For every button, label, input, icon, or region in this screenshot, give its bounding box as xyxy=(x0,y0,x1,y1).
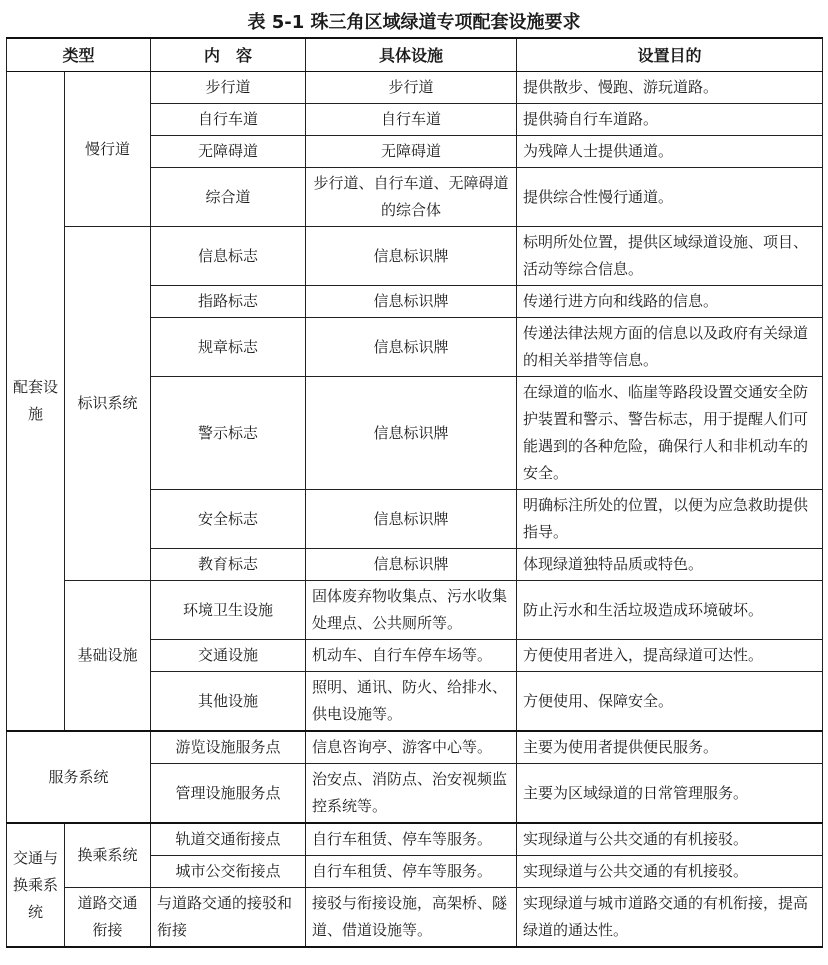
cell-purpose: 为残障人士提供通道。 xyxy=(517,136,823,168)
cell-purpose: 提供散步、慢跑、游玩道路。 xyxy=(517,72,823,104)
group-jiaotong: 交通与换乘系统 xyxy=(7,823,65,947)
table-row xyxy=(7,227,823,286)
cell-facility: 信息标识牌 xyxy=(306,490,517,549)
cell-facility: 无障碍道 xyxy=(306,136,517,168)
group-biaoshi: 标识系统 xyxy=(65,227,151,581)
table-row xyxy=(7,581,823,640)
header-row xyxy=(7,38,823,72)
group-peitao: 配套设施 xyxy=(7,72,65,732)
cell-facility: 信息标识牌 xyxy=(306,286,517,318)
cell-purpose: 提供综合性慢行通道。 xyxy=(517,168,823,227)
cell-purpose: 提供骑自行车道路。 xyxy=(517,104,823,136)
table-row xyxy=(7,888,823,948)
cell-purpose: 实现绿道与城市道路交通的有机衔接，提高绿道的通达性。 xyxy=(517,888,823,948)
cell-content: 指路标志 xyxy=(151,286,306,318)
cell-purpose: 方便使用者进入，提高绿道可达性。 xyxy=(517,640,823,672)
cell-content: 步行道 xyxy=(151,72,306,104)
cell-facility: 信息标识牌 xyxy=(306,549,517,581)
cell-purpose: 传递法律法规方面的信息以及政府有关绿道的相关举措等信息。 xyxy=(517,318,823,377)
cell-content: 城市公交衔接点 xyxy=(151,856,306,888)
table-title: 表 5-1 珠三角区域绿道专项配套设施要求 xyxy=(247,12,581,33)
cell-content: 安全标志 xyxy=(151,490,306,549)
cell-facility: 治安点、消防点、治安视频监控系统等。 xyxy=(306,764,517,824)
group-jichu: 基础设施 xyxy=(65,581,151,732)
cell-content: 综合道 xyxy=(151,168,306,227)
cell-content: 轨道交通衔接点 xyxy=(151,823,306,856)
cell-facility: 自行车道 xyxy=(306,104,517,136)
header-type: 类型 xyxy=(7,38,151,72)
header-content: 内 容 xyxy=(151,38,306,72)
cell-purpose: 方便使用、保障安全。 xyxy=(517,672,823,732)
cell-content: 游览设施服务点 xyxy=(151,731,306,764)
cell-facility: 自行车租赁、停车等服务。 xyxy=(306,856,517,888)
cell-purpose: 明确标注所处的位置，以便为应急救助提供指导。 xyxy=(517,490,823,549)
group-manxing: 慢行道 xyxy=(65,72,151,227)
cell-facility: 自行车租赁、停车等服务。 xyxy=(306,823,517,856)
header-facility: 具体设施 xyxy=(306,38,517,72)
group-huancheng: 换乘系统 xyxy=(65,823,151,888)
cell-content: 环境卫生设施 xyxy=(151,581,306,640)
cell-content: 管理设施服务点 xyxy=(151,764,306,824)
group-fuwu: 服务系统 xyxy=(7,731,151,823)
cell-purpose: 防止污水和生活垃圾造成环境破坏。 xyxy=(517,581,823,640)
cell-content: 其他设施 xyxy=(151,672,306,732)
group-daolu: 道路交通衔接 xyxy=(65,888,151,948)
cell-facility: 机动车、自行车停车场等。 xyxy=(306,640,517,672)
cell-purpose: 实现绿道与公共交通的有机接驳。 xyxy=(517,856,823,888)
cell-purpose: 体现绿道独特品质或特色。 xyxy=(517,549,823,581)
header-purpose: 设置目的 xyxy=(517,38,823,72)
cell-facility: 照明、通讯、防火、给排水、供电设施等。 xyxy=(306,672,517,732)
cell-content: 规章标志 xyxy=(151,318,306,377)
cell-facility: 信息标识牌 xyxy=(306,377,517,490)
cell-purpose: 实现绿道与公共交通的有机接驳。 xyxy=(517,823,823,856)
cell-purpose: 在绿道的临水、临崖等路段设置交通安全防护装置和警示、警告标志，用于提醒人们可能遇到的各种危险，确保行人和非机动车的安全。 xyxy=(517,377,823,490)
table-row xyxy=(7,72,823,104)
cell-facility: 信息咨询亭、游客中心等。 xyxy=(306,731,517,764)
cell-facility: 信息标识牌 xyxy=(306,227,517,286)
cell-content: 自行车道 xyxy=(151,104,306,136)
facility-table xyxy=(6,37,823,948)
cell-content: 教育标志 xyxy=(151,549,306,581)
cell-content: 无障碍道 xyxy=(151,136,306,168)
cell-facility: 步行道、自行车道、无障碍道的综合体 xyxy=(306,168,517,227)
cell-content: 信息标志 xyxy=(151,227,306,286)
cell-content: 交通设施 xyxy=(151,640,306,672)
cell-facility: 信息标识牌 xyxy=(306,318,517,377)
cell-purpose: 标明所处位置，提供区域绿道设施、项目、活动等综合信息。 xyxy=(517,227,823,286)
cell-content: 警示标志 xyxy=(151,377,306,490)
table-row xyxy=(7,731,823,764)
cell-purpose: 主要为使用者提供便民服务。 xyxy=(517,731,823,764)
cell-purpose: 传递行进方向和线路的信息。 xyxy=(517,286,823,318)
table-row xyxy=(7,823,823,856)
cell-purpose: 主要为区域绿道的日常管理服务。 xyxy=(517,764,823,824)
cell-facility: 固体废弃物收集点、污水收集处理点、公共厕所等。 xyxy=(306,581,517,640)
cell-facility: 步行道 xyxy=(306,72,517,104)
cell-facility: 接驳与衔接设施，高架桥、隧道、借道设施等。 xyxy=(306,888,517,948)
cell-content: 与道路交通的接驳和衔接 xyxy=(151,888,306,948)
